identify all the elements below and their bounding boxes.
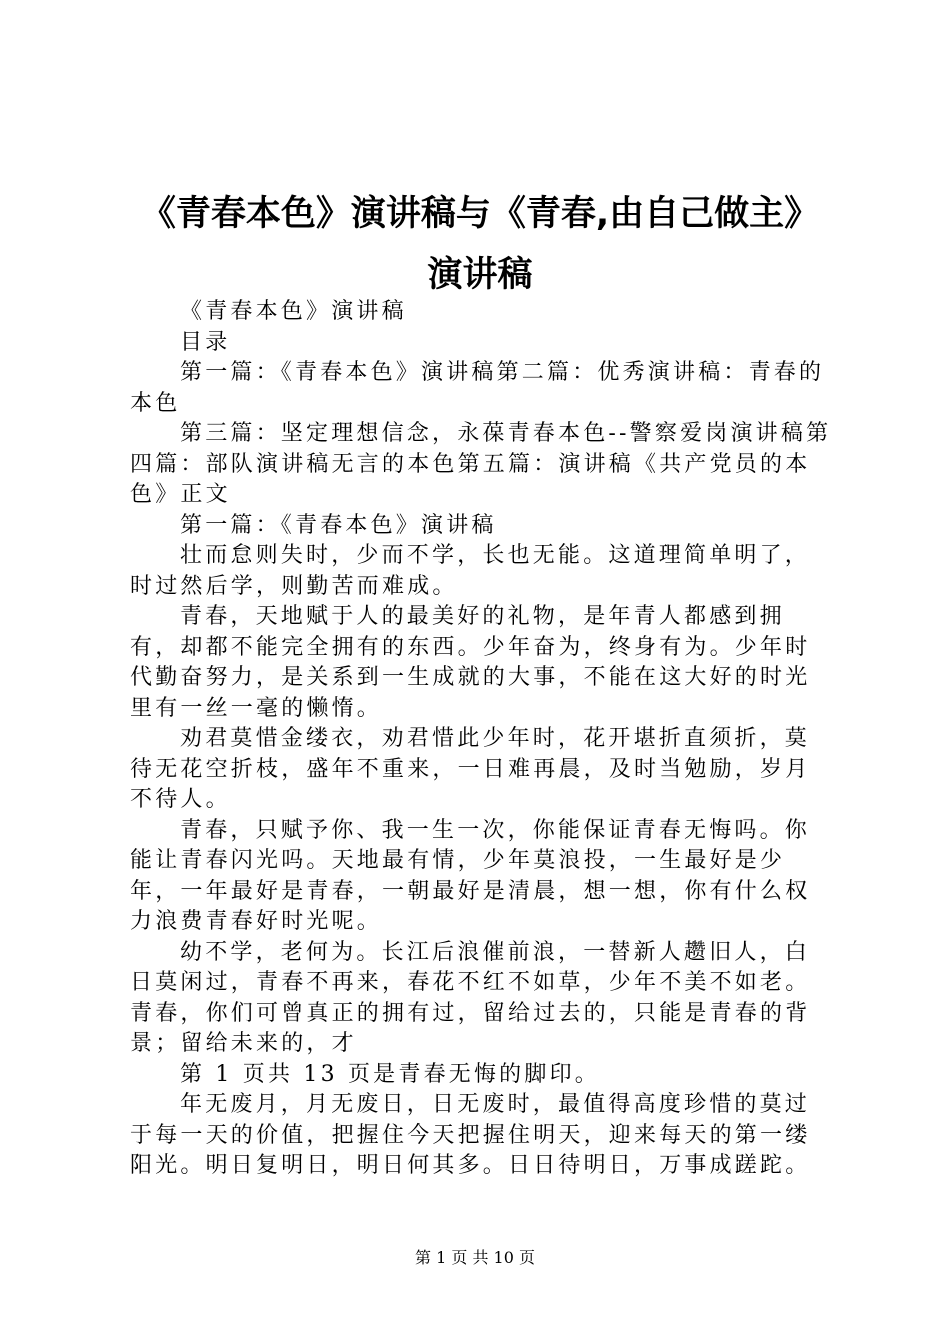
paragraph-section-heading: 第一篇：《青春本色》演讲稿 [180,512,497,538]
paragraph-toc-heading: 目录 [180,329,231,355]
paragraph-body: 青春，天地赋于人的最美好的礼物，是年青人都感到拥有，却都不能完全拥有的东西。少年奋为，终身有为。少年时代勤奋努力，是关系到一生成就的大事，不能在这大好的时光里有一丝一毫的懒惰。 [130,604,811,721]
paragraph-body: 壮而怠则失时，少而不学，长也无能。这道理简单明了，时过然后学，则勤苦而难成。 [130,543,811,599]
paragraph-subtitle: 《青春本色》演讲稿 [180,299,407,324]
paragraph-body: 第 1 页共 13 页是青春无悔的脚印。 [180,1061,600,1087]
page-footer: 第 1 页 共 10 页 [415,1248,535,1267]
paragraph-toc-1: 第一篇：《青春本色》演讲稿第二篇：优秀演讲稿：青春的本色 [130,360,825,416]
document-title-line-1: 《青春本色》演讲稿与《青春,由自己做主》 [140,194,820,234]
document-body [130,297,835,1182]
paragraph-body: 青春，只赋予你、我一生一次，你能保证青春无悔吗。你能让青春闪光吗。天地最有情，少年莫浪投，一生最好是少年，一年最好是青春，一朝最好是清晨，想一想，你有什么权力浪费青春好时光呢。 [130,817,811,934]
paragraph-body: 幼不学，老何为。长江后浪催前浪，一替新人趱旧人，白日莫闲过，青春不再来，春花不红不如草，少年不美不如老。青春，你们可曾真正的拥有过，留给过去的，只能是青春的背景；留给未来的，才 [130,939,811,1056]
paragraph-toc-2: 第三篇：坚定理想信念，永葆青春本色--警察爱岗演讲稿第四篇：部队演讲稿无言的本色第五篇：演讲稿《共产党员的本色》正文 [130,421,832,507]
paragraph-body: 劝君莫惜金缕衣，劝君惜此少年时，花开堪折直须折，莫待无花空折枝，盛年不重来，一日难再晨，及时当勉励，岁月不待人。 [130,726,811,812]
paragraph-body: 年无废月，月无废日，日无废时，最值得高度珍惜的莫过于每一天的价值，把握住今天把握住明天，迎来每天的第一缕阳光。明日复明日，明日何其多。日日待明日，万事成蹉跎。 [130,1092,811,1178]
document-title-line-2: 演讲稿 [427,255,533,295]
